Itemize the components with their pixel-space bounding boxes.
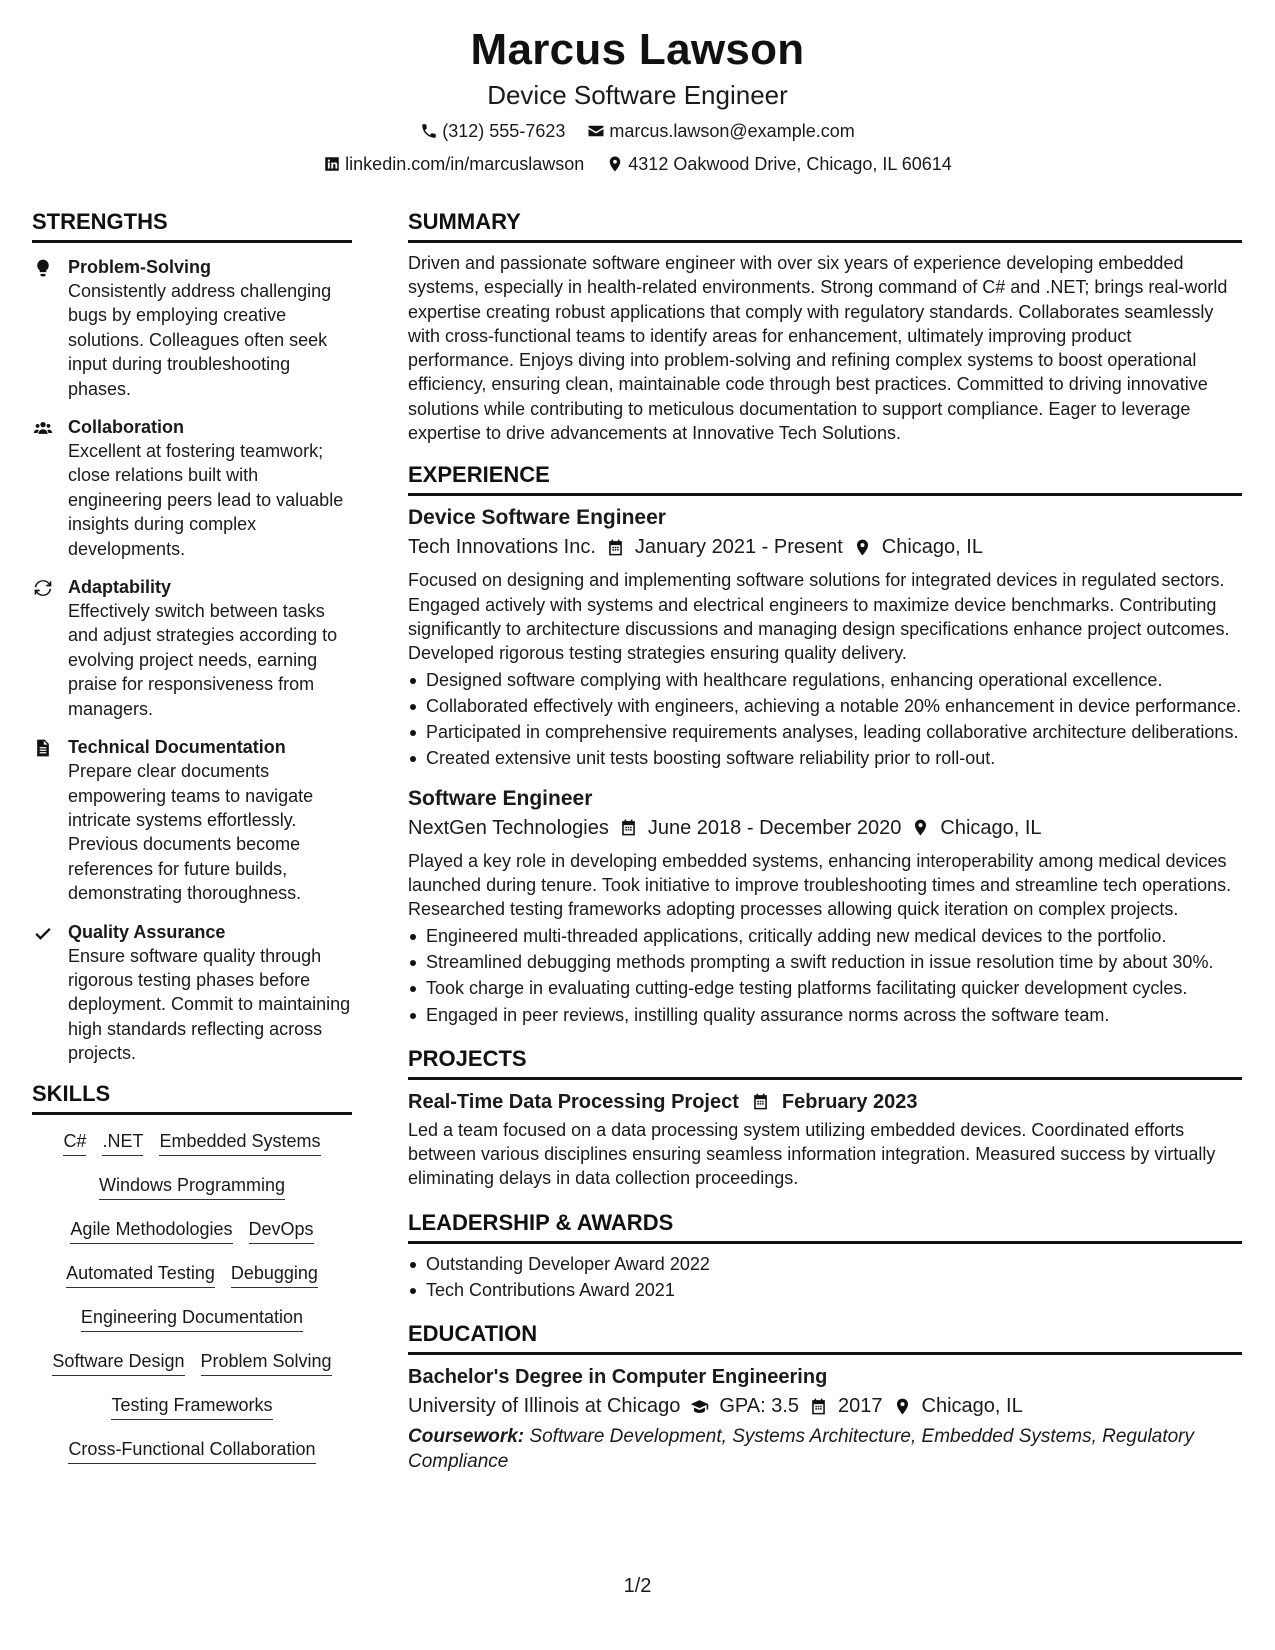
education-heading: EDUCATION — [408, 1320, 1242, 1355]
strength-item — [32, 735, 352, 905]
projects-heading: PROJECTS — [408, 1045, 1242, 1080]
degree-title: Bachelor's Degree in Computer Engineering — [408, 1366, 828, 1389]
right-column — [408, 208, 1242, 1474]
gpa-text: GPA: 3.5 — [719, 1395, 800, 1418]
graduation-year: 2017 — [838, 1395, 883, 1418]
skill-tag: Testing Frameworks — [111, 1393, 272, 1420]
education-section — [408, 1320, 1242, 1474]
skills-heading: SKILLS — [32, 1080, 352, 1115]
phone-contact — [420, 119, 565, 143]
skill-tag: Problem Solving — [201, 1349, 332, 1376]
skill-tag: Agile Methodologies — [70, 1217, 232, 1244]
linkedin-text[interactable]: linkedin.com/in/marcuslawson — [345, 154, 585, 174]
phone-text: (312) 555-7623 — [442, 121, 566, 141]
address-contact — [606, 152, 952, 176]
map-pin-icon — [606, 155, 624, 173]
strength-name: Collaboration — [68, 417, 184, 438]
linkedin-icon — [323, 155, 341, 173]
strength-item — [32, 415, 352, 561]
contact-row-2 — [0, 152, 1275, 176]
project-description: Led a team focused on a data processing system utilizing embedded devices. Coordinated efforts between various disciplines ensuring seamless information integration. Measured success by virtually eliminating delays in data collection proceedings. — [408, 1119, 1216, 1189]
phone-icon — [420, 122, 438, 140]
education-meta — [408, 1392, 1242, 1420]
strengths-list — [32, 255, 352, 1066]
job-location: Chicago, IL — [881, 536, 983, 559]
bullet-item: Engineered multi-threaded applications, critically adding new medical devices to the portfolio. — [408, 924, 1242, 948]
skill-tag: Embedded Systems — [159, 1129, 320, 1156]
job-meta — [408, 814, 1242, 842]
coursework-text: Software Development, Systems Architecture, Embedded Systems, Regulatory Compliance — [408, 1426, 1195, 1473]
email-contact[interactable] — [587, 119, 854, 143]
skill-tag: C# — [63, 1129, 86, 1156]
job-title: Device Software Engineer — [408, 506, 666, 530]
job-bullets — [408, 924, 1242, 1027]
strengths-heading: STRENGTHS — [32, 208, 352, 243]
envelope-icon — [587, 122, 605, 140]
strength-desc: Effectively switch between tasks and adjust strategies according to evolving project needs, earning praise for responsiveness from managers. — [68, 601, 338, 719]
calendar-icon — [606, 538, 625, 557]
email-text[interactable]: marcus.lawson@example.com — [609, 121, 855, 141]
school-location: Chicago, IL — [921, 1395, 1023, 1418]
map-pin-icon — [911, 818, 930, 837]
skill-tag: Cross-Functional Collaboration — [68, 1437, 315, 1464]
job-entry — [408, 504, 1242, 770]
strength-name: Problem-Solving — [68, 257, 212, 277]
calendar-icon — [751, 1092, 770, 1111]
skill-tag: Debugging — [231, 1261, 318, 1288]
skill-tag: .NET — [102, 1129, 143, 1156]
summary-text: Driven and passionate software engineer with over six years of experience developing embedded systems, especially in health-related environments. Strong command of C# and .NET; brings real-world expertise creating robust applications that comply with regulatory standards. Collaborates seamlessly with cross-functional teams to identify areas for enhancement, ultimately improving product performance. Enjoys diving into problem-solving and refining complex systems to boost operational efficiency, ensuring clean, maintainable code through best practices. Committed to driving innovative solutions while contributing to meticulous documentation to support compliance. Eager to leverage expertise to drive advancements at Innovative Tech Solutions. — [408, 253, 1228, 444]
calendar-icon — [619, 818, 638, 837]
strength-name: Technical Documentation — [68, 737, 286, 758]
linkedin-contact[interactable] — [323, 152, 584, 176]
strength-desc: Ensure software quality through rigorous testing phases before deployment. Commit to maintaining high standards reflecting across projects. — [68, 945, 351, 1064]
skill-tag: Engineering Documentation — [81, 1305, 303, 1332]
bullet-item: Streamlined debugging methods prompting a swift reduction in issue resolution time by about 30%. — [408, 950, 1242, 974]
strength-desc: Excellent at fostering teamwork; close relations built with engineering peers lead to valuable insights during complex developments. — [68, 441, 344, 559]
strength-name: Quality Assurance — [68, 921, 226, 942]
skills-list — [32, 1129, 352, 1464]
job-dates: January 2021 - Present — [634, 536, 843, 559]
bullet-item: Designed software complying with healthcare regulations, enhancing operational excellence. — [408, 668, 1242, 692]
address-text: 4312 Oakwood Drive, Chicago, IL 60614 — [628, 154, 952, 174]
strength-desc: Prepare clear documents empowering teams to navigate intricate systems effortlessly. Previous documents become references for future builds, demonstrating thoroughness. — [68, 761, 314, 904]
bullet-item: Collaborated effectively with engineers, achieving a notable 20% enhancement in device performance. — [408, 694, 1242, 718]
awards-heading: LEADERSHIP & AWARDS — [408, 1209, 1242, 1244]
candidate-name: Marcus Lawson — [470, 25, 805, 74]
awards-list — [408, 1252, 1242, 1303]
graduation-cap-icon — [690, 1397, 709, 1416]
experience-heading: EXPERIENCE — [408, 461, 1242, 496]
strength-item — [32, 575, 352, 721]
company-name: Tech Innovations Inc. — [408, 536, 596, 559]
coursework — [408, 1424, 1242, 1474]
skill-tag: Software Design — [52, 1349, 184, 1376]
strength-item — [32, 920, 352, 1066]
bullet-item: Created extensive unit tests boosting software reliability prior to roll-out. — [408, 746, 1242, 770]
project-date: February 2023 — [781, 1090, 918, 1113]
job-title: Software Engineer — [408, 786, 593, 810]
company-name: NextGen Technologies — [408, 816, 609, 839]
job-location: Chicago, IL — [940, 816, 1042, 839]
job-entry — [408, 785, 1242, 1027]
file-icon — [33, 738, 53, 758]
school-name: University of Illinois at Chicago — [408, 1395, 681, 1418]
job-meta — [408, 533, 1242, 561]
page-number: 1/2 — [623, 1575, 652, 1597]
award-item: Tech Contributions Award 2021 — [408, 1278, 1242, 1302]
bullet-item: Took charge in evaluating cutting-edge testing platforms facilitating quicker development cycles. — [408, 976, 1242, 1000]
award-item: Outstanding Developer Award 2022 — [408, 1252, 1242, 1276]
map-pin-icon — [893, 1397, 912, 1416]
job-description: Focused on designing and implementing software solutions for integrated devices in regulated sectors. Engaged actively with systems and electrical engineers to maximize device benchmarks. Contributing significantly to architecture discussions and managing design specifications enhance project outcomes. Developed rigorous testing strategies ensuring quality delivery. — [408, 570, 1230, 664]
skill-tag: Windows Programming — [99, 1173, 285, 1200]
project-name: Real-Time Data Processing Project — [408, 1090, 739, 1113]
contact-row-1 — [0, 119, 1275, 143]
projects-section — [408, 1045, 1242, 1191]
sync-icon — [33, 578, 53, 598]
job-dates: June 2018 - December 2020 — [647, 816, 902, 839]
strength-desc: Consistently address challenging bugs by employing creative solutions. Colleagues often seek input during troubleshooting phases. — [68, 281, 332, 399]
left-column — [32, 208, 352, 1464]
bullet-item: Engaged in peer reviews, instilling quality assurance norms across the software team. — [408, 1003, 1242, 1027]
strength-item — [32, 255, 352, 401]
job-description: Played a key role in developing embedded systems, enhancing interoperability among medical devices launched during tenure. Took initiative to improve troubleshooting times and streamline tech operations. Researched testing frameworks adopting processes allowing quick iteration on complex projects. — [408, 850, 1232, 920]
awards-section — [408, 1209, 1242, 1303]
skill-tag: Automated Testing — [66, 1261, 215, 1288]
resume-header — [0, 22, 1275, 176]
skill-tag: DevOps — [249, 1217, 314, 1244]
strength-name: Adaptability — [68, 577, 172, 598]
users-icon — [33, 418, 53, 438]
summary-heading: SUMMARY — [408, 208, 1242, 243]
coursework-label: Coursework: — [408, 1426, 525, 1448]
check-icon — [33, 923, 53, 943]
lightbulb-icon — [33, 258, 53, 278]
calendar-icon — [809, 1397, 828, 1416]
job-bullets — [408, 668, 1242, 771]
map-pin-icon — [853, 538, 872, 557]
project-header — [408, 1088, 1242, 1116]
bullet-item: Participated in comprehensive requirements analyses, leading collaborative architecture deliberations. — [408, 720, 1242, 744]
candidate-title: Device Software Engineer — [487, 80, 788, 110]
